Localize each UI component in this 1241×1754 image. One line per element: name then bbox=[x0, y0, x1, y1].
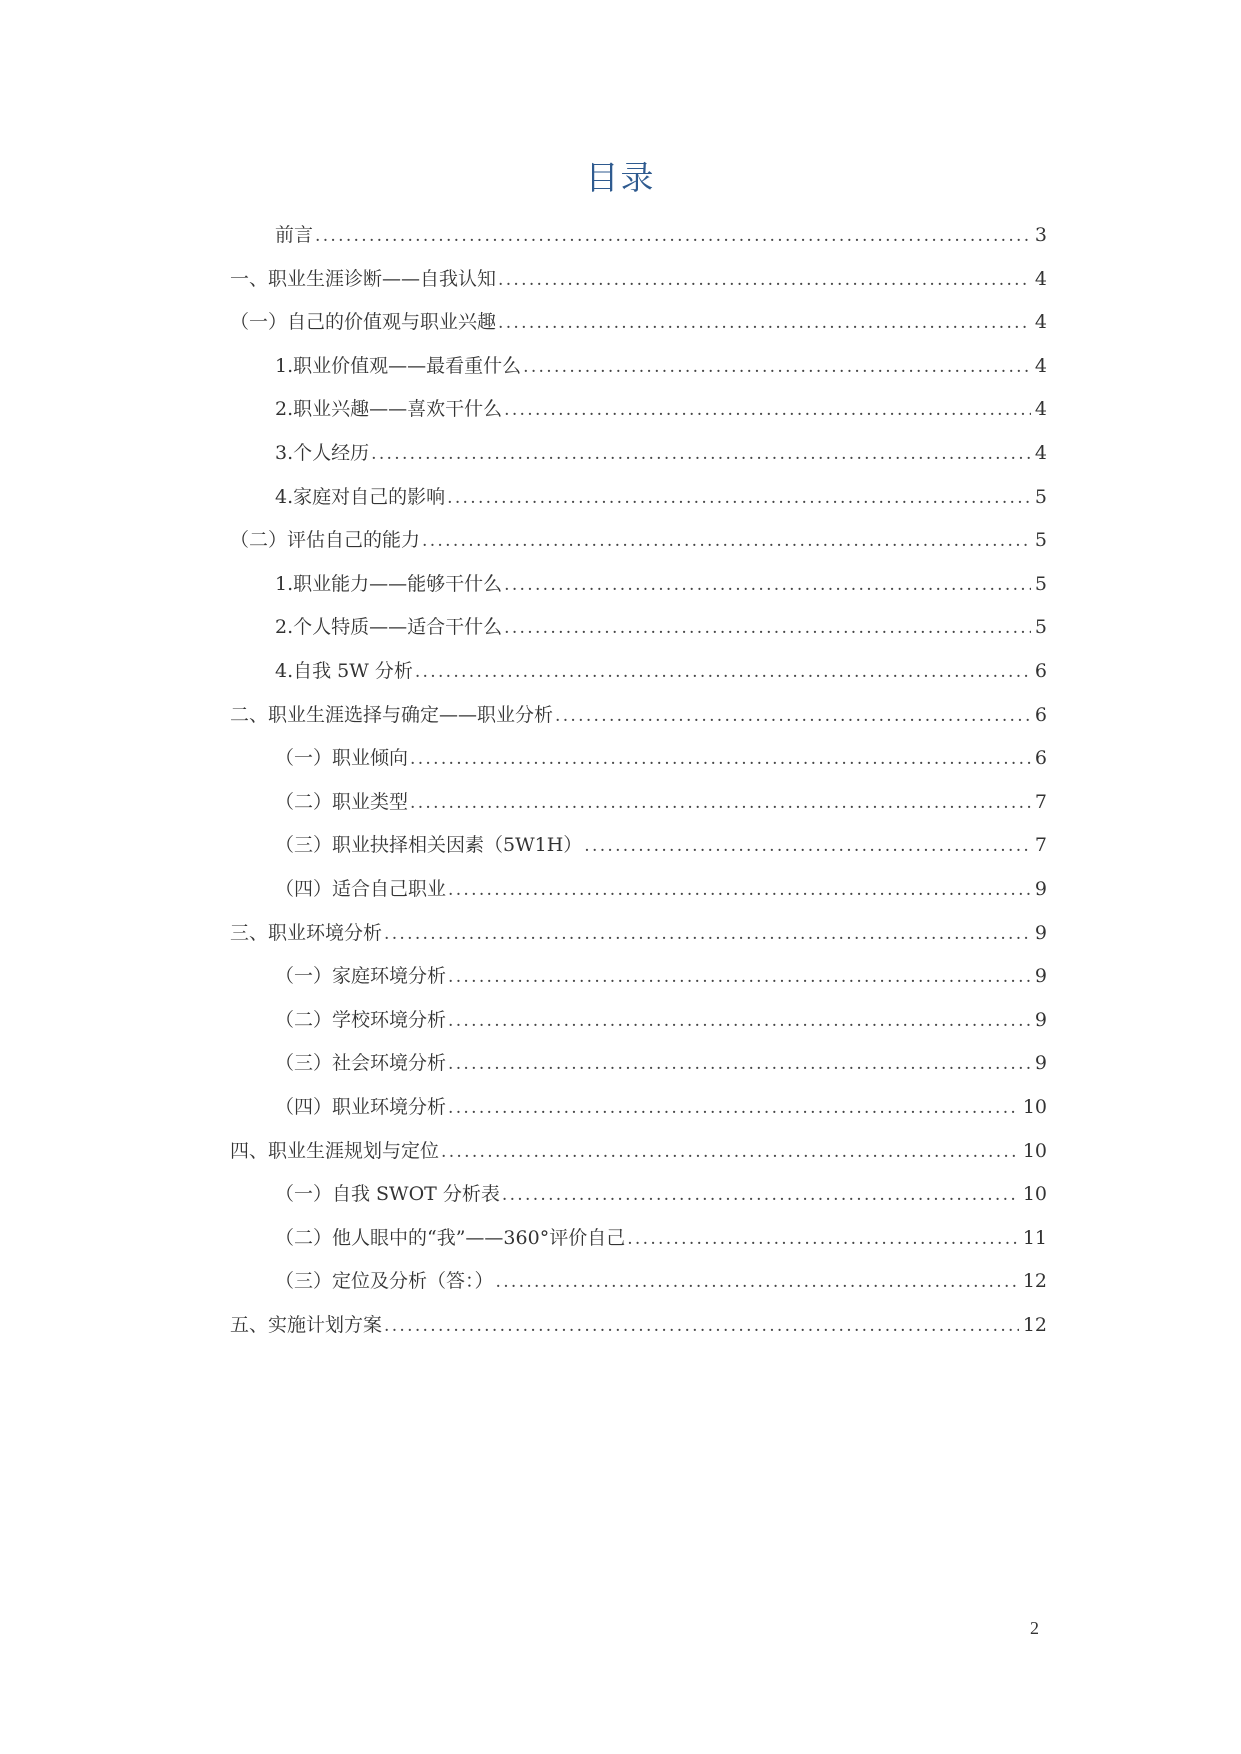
toc-entry-text: 四、职业生涯规划与定位 bbox=[230, 1139, 440, 1162]
toc-entry[interactable] bbox=[275, 392, 1047, 422]
toc-entry-text: 2.职业兴趣——喜欢干什么 bbox=[275, 398, 503, 421]
toc-entry-page-number: 10 bbox=[1022, 1096, 1047, 1118]
toc-dot-leader bbox=[410, 747, 1031, 771]
toc-entry[interactable] bbox=[275, 1177, 1047, 1207]
toc-entry-text: （二）他人眼中的“我”——360°评价自己 bbox=[275, 1226, 626, 1249]
toc-entry[interactable] bbox=[230, 1134, 1047, 1164]
toc-entry[interactable] bbox=[275, 741, 1047, 771]
toc-entry-page-number: 7 bbox=[1034, 834, 1047, 857]
toc-dot-leader bbox=[415, 660, 1031, 684]
toc-entry-text: 1.职业能力——能够干什么 bbox=[275, 572, 503, 595]
toc-entry-page-number: 4 bbox=[1034, 354, 1047, 377]
toc-dot-leader bbox=[448, 1052, 1031, 1076]
toc-entry[interactable] bbox=[275, 1046, 1047, 1076]
toc-entry-text: （二）学校环境分析 bbox=[275, 1008, 447, 1031]
toc-entry-page-number: 9 bbox=[1034, 1008, 1047, 1031]
toc-entry-page-number: 3 bbox=[1034, 224, 1047, 246]
toc-entry[interactable] bbox=[275, 1003, 1047, 1033]
toc-entry-page-number: 4 bbox=[1034, 267, 1047, 290]
toc-dot-leader bbox=[496, 1270, 1019, 1294]
toc-entry-text: 4.自我 5W 分析 bbox=[275, 660, 413, 682]
toc-entry-page-number: 4 bbox=[1034, 311, 1047, 334]
toc-entry[interactable] bbox=[275, 567, 1047, 597]
toc-dot-leader bbox=[504, 398, 1031, 422]
toc-entry[interactable] bbox=[275, 480, 1047, 510]
toc-entry[interactable] bbox=[275, 610, 1047, 640]
toc-dot-leader bbox=[447, 486, 1031, 510]
toc-entry-page-number: 5 bbox=[1034, 572, 1047, 595]
toc-entry-text: （一）自我 SWOT 分析表 bbox=[275, 1183, 500, 1206]
toc-entry-text: （四）适合自己职业 bbox=[275, 878, 447, 900]
toc-dot-leader bbox=[504, 573, 1031, 597]
toc-entry[interactable] bbox=[275, 872, 1047, 902]
toc-entry-text: （三）定位及分析（答：） bbox=[275, 1270, 494, 1293]
toc-entry-text: 三、职业环境分析 bbox=[230, 921, 383, 944]
toc-entry-text: （三）职业抉择相关因素（5W1H） bbox=[275, 834, 583, 857]
toc-entry-text: （一）家庭环境分析 bbox=[275, 965, 447, 988]
toc-entry-text: （四）职业环境分析 bbox=[275, 1096, 447, 1118]
toc-entry-text: （一）职业倾向 bbox=[275, 747, 409, 770]
toc-entry-text: 五、实施计划方案 bbox=[230, 1314, 383, 1336]
toc-dot-leader bbox=[384, 922, 1031, 946]
toc-entry[interactable] bbox=[230, 305, 1047, 335]
toc-dot-leader bbox=[410, 791, 1031, 815]
toc-entry[interactable] bbox=[230, 916, 1047, 946]
toc-entry-page-number: 11 bbox=[1022, 1226, 1047, 1249]
toc-dot-leader bbox=[315, 224, 1031, 248]
toc-entry-page-number: 9 bbox=[1034, 878, 1047, 900]
toc-entry-text: （二）评估自己的能力 bbox=[230, 529, 421, 552]
toc-dot-leader bbox=[584, 834, 1031, 858]
toc-entry-page-number: 4 bbox=[1034, 442, 1047, 464]
toc-dot-leader bbox=[523, 355, 1031, 379]
toc-entry-page-number: 10 bbox=[1022, 1139, 1047, 1162]
toc-entry[interactable] bbox=[230, 523, 1047, 553]
toc-entry-page-number: 9 bbox=[1034, 921, 1047, 944]
toc-entry[interactable] bbox=[275, 959, 1047, 989]
toc-entry-text: （一）自己的价值观与职业兴趣 bbox=[230, 311, 497, 334]
toc-entry[interactable] bbox=[275, 654, 1047, 684]
toc-entry-text: 3.个人经历 bbox=[275, 442, 370, 464]
toc-entry-page-number: 6 bbox=[1034, 703, 1047, 726]
toc-entry-text: 一、职业生涯诊断——自我认知 bbox=[230, 267, 497, 290]
toc-dot-leader bbox=[555, 704, 1031, 728]
toc-dot-leader bbox=[498, 311, 1031, 335]
toc-dot-leader bbox=[448, 965, 1031, 989]
toc-entry-page-number: 7 bbox=[1034, 790, 1047, 813]
toc-entry-text: 2.个人特质——适合干什么 bbox=[275, 616, 503, 639]
toc-entry[interactable] bbox=[275, 436, 1047, 466]
toc-entry-text: 1.职业价值观——最看重什么 bbox=[275, 354, 522, 377]
toc-entry-page-number: 9 bbox=[1034, 965, 1047, 988]
page-number: 2 bbox=[1030, 1618, 1039, 1638]
toc-entry[interactable] bbox=[275, 349, 1047, 379]
toc-entry[interactable] bbox=[275, 1221, 1047, 1251]
toc-dot-leader bbox=[448, 1009, 1031, 1033]
toc-dot-leader bbox=[498, 268, 1031, 292]
toc-title: 目录 bbox=[585, 158, 656, 197]
toc-entry-text: 二、职业生涯选择与确定——职业分析 bbox=[230, 703, 554, 726]
toc-dot-leader bbox=[502, 1183, 1019, 1207]
toc-entry[interactable] bbox=[275, 828, 1047, 858]
toc-entry-page-number: 6 bbox=[1034, 660, 1047, 682]
toc-entry-text: （三）社会环境分析 bbox=[275, 1052, 447, 1075]
toc-entry[interactable] bbox=[275, 785, 1047, 815]
toc-entry[interactable] bbox=[230, 262, 1047, 292]
toc-entry-text: 前言 bbox=[275, 224, 314, 246]
toc-dot-leader bbox=[448, 1096, 1019, 1120]
toc-dot-leader bbox=[441, 1140, 1019, 1164]
toc-entry-page-number: 10 bbox=[1022, 1183, 1047, 1206]
toc-entry-page-number: 6 bbox=[1034, 747, 1047, 770]
toc-dot-leader bbox=[371, 442, 1031, 466]
toc-entry-page-number: 9 bbox=[1034, 1052, 1047, 1075]
toc-dot-leader bbox=[422, 529, 1031, 553]
toc-entry-page-number: 12 bbox=[1022, 1270, 1047, 1293]
toc-entry-page-number: 5 bbox=[1034, 529, 1047, 552]
toc-dot-leader bbox=[504, 616, 1031, 640]
toc-entry-text: 4.家庭对自己的影响 bbox=[275, 485, 446, 508]
toc-dot-leader bbox=[448, 878, 1031, 902]
toc-dot-leader bbox=[384, 1314, 1019, 1338]
toc-entry[interactable] bbox=[275, 218, 1047, 248]
toc-entry[interactable] bbox=[275, 1090, 1047, 1120]
toc-entry-text: （二）职业类型 bbox=[275, 790, 409, 813]
toc-entry-page-number: 5 bbox=[1034, 485, 1047, 508]
toc-entry[interactable] bbox=[275, 1264, 1047, 1294]
toc-entry-page-number: 12 bbox=[1022, 1314, 1047, 1336]
toc-entry[interactable] bbox=[230, 1308, 1047, 1338]
toc-entry[interactable] bbox=[230, 698, 1047, 728]
toc-dot-leader bbox=[627, 1227, 1019, 1251]
toc-entry-page-number: 5 bbox=[1034, 616, 1047, 639]
toc-entry-page-number: 4 bbox=[1034, 398, 1047, 421]
